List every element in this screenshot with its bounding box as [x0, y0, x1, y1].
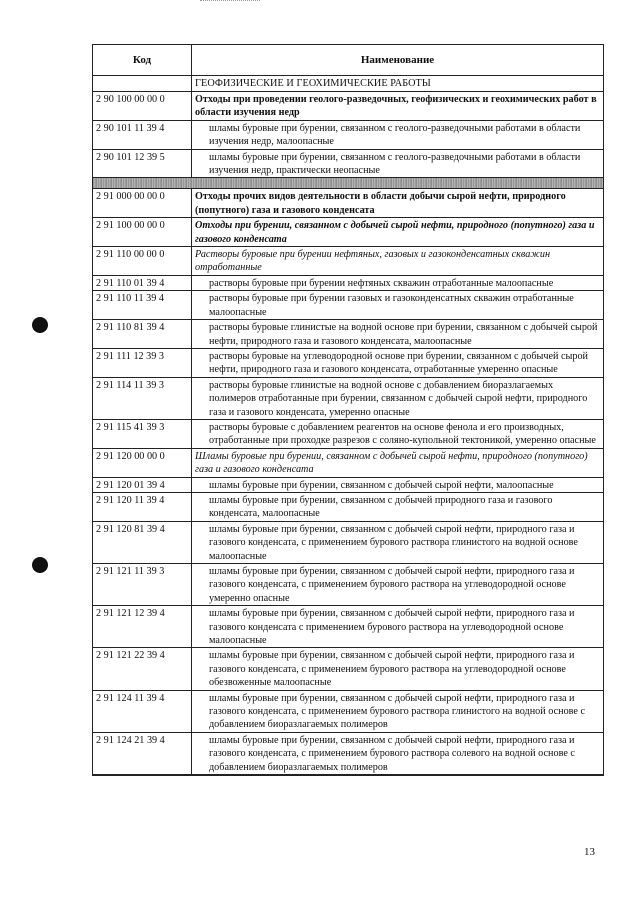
row-code: 2 91 111 12 39 3 [93, 349, 192, 377]
scan-artifact [200, 0, 260, 3]
row-code: 2 90 101 11 39 4 [93, 121, 192, 149]
section-title-code-cell [93, 76, 192, 91]
table-row [93, 378, 603, 420]
table-row [93, 493, 603, 522]
row-code: 2 91 100 00 00 0 [93, 218, 192, 246]
table-row [93, 247, 603, 276]
row-code: 2 91 120 00 00 0 [93, 449, 192, 477]
row-name: шламы буровые при бурении, связанном с добычей природного газа и газового конденсата, малоопасные [209, 494, 553, 520]
row-name: Отходы при бурении, связанном с добычей сырой нефти, природного (попутного) газа и газового конденсата [195, 220, 595, 245]
row-name: шламы буровые при бурении, связанном с добычей сырой нефти, малоопасные [209, 479, 554, 491]
row-code: 2 91 115 41 39 3 [93, 420, 192, 448]
row-name: шламы буровые при бурении, связанном с добычей сырой нефти, природного газа и газового конденсата, с применением бурового раствора на углеводородной основе обезвоженные малоопасные [209, 650, 575, 689]
name-column-header: Наименование [360, 54, 435, 66]
row-code: 2 91 120 01 39 4 [93, 478, 192, 492]
row-name: растворы буровые на углеводородной основе при бурении, связанном с добычей сырой нефти, природного газа и газового конденсата, отработанные умеренно опасные [209, 350, 589, 376]
row-name: растворы буровые с добавлением реагентов на основе фенола и его производных, отработанные при проходке разрезов с соляно-купольной тектоникой, умеренно опасные [209, 421, 596, 447]
punch-hole [32, 557, 48, 573]
row-name: шламы буровые при бурении, связанном с добычей сырой нефти, природного газа и газового конденсата, с применением бурового раствора на углеводородной основе умеренно опасные [209, 566, 575, 604]
table-row [93, 349, 603, 378]
table-row [93, 291, 603, 320]
table-row [93, 276, 603, 291]
row-name: Отходы при проведении геолого-разведочных, геофизических и геохимических работ в области изучения недр [195, 94, 597, 119]
row-name: Растворы буровые при бурении нефтяных, газовых и газоконденсатных скважин отработанные [195, 249, 550, 274]
table-row [93, 691, 603, 733]
table-row [93, 449, 603, 478]
table-row [93, 218, 603, 247]
row-code: 2 91 114 11 39 3 [93, 378, 192, 419]
table-row [93, 92, 603, 121]
table-row [93, 121, 603, 150]
shaded-divider [93, 178, 603, 189]
row-code: 2 91 124 11 39 4 [93, 691, 192, 732]
table-row [93, 189, 603, 218]
row-name: шламы буровые при бурении, связанном с добычей сырой нефти, природного газа и газового конденсата, с применением бурового раствора солевого на водной основе с добавлением биоразлагаемых полимеров [209, 734, 575, 773]
table-row [93, 150, 603, 179]
row-code: 2 91 000 00 00 0 [93, 189, 192, 217]
row-code: 2 91 120 11 39 4 [93, 493, 192, 521]
row-code: 2 91 121 22 39 4 [93, 648, 192, 689]
row-name: Шламы буровые при бурении, связанном с добычей сырой нефти, природного (попутного) газа и газового конденсата [195, 450, 588, 476]
row-name: растворы буровые при бурении нефтяных скважин отработанные малоопасные [209, 277, 554, 289]
table-row [93, 648, 603, 690]
code-column-header: Код [93, 45, 192, 75]
waste-classification-table [92, 44, 604, 776]
row-code: 2 90 100 00 00 0 [93, 92, 192, 120]
table-row [93, 564, 603, 606]
row-name: шламы буровые при бурении, связанном с добычей сырой нефти, природного газа и газового конденсата, с применением бурового раствора глинистого на водной основе малоопасные [209, 523, 578, 562]
row-name: растворы буровые при бурении газовых и газоконденсатных скважин отработанные малоопасные [209, 293, 574, 318]
table-row [93, 606, 603, 648]
row-name: шламы буровые при бурении, связанном с добычей сырой нефти, природного газа и газового конденсата, с применением бурового раствора глинистого на водной основе с добавлением биоразлагаемых полимеров [209, 692, 586, 731]
row-code: 2 91 110 11 39 4 [93, 291, 192, 319]
row-name: Отходы прочих видов деятельности в области добычи сырой нефти, природного (попутного) газа и газового конденсата [195, 191, 566, 216]
table-body-geophysics [93, 92, 603, 178]
table-row [93, 320, 603, 349]
table-body-oil-gas [93, 189, 603, 775]
row-code: 2 91 124 21 39 4 [93, 733, 192, 774]
row-code: 2 91 121 12 39 4 [93, 606, 192, 647]
section-title: ГЕОФИЗИЧЕСКИЕ И ГЕОХИМИЧЕСКИЕ РАБОТЫ [195, 78, 431, 89]
section-title-row [93, 76, 603, 92]
table-row [93, 522, 603, 564]
table-row [93, 420, 603, 449]
row-name: шламы буровые при бурении, связанном с добычей сырой нефти, природного газа и газового конденсата с применением бурового раствора на углеводородной основе малоопасные [209, 608, 575, 647]
table-row [93, 733, 603, 775]
table-row [93, 478, 603, 493]
row-code: 2 90 101 12 39 5 [93, 150, 192, 178]
row-name: шламы буровые при бурении, связанном с геолого-разведочными работами в области изучения недр, практически неопасные [209, 151, 581, 177]
row-name: растворы буровые глинистые на водной основе при бурении, связанном с добычей сырой нефти, природного газа и газового конденсата, малоопасные [209, 322, 598, 347]
row-code: 2 91 120 81 39 4 [93, 522, 192, 563]
row-code: 2 91 121 11 39 3 [93, 564, 192, 605]
punch-hole [32, 317, 48, 333]
row-code: 2 91 110 81 39 4 [93, 320, 192, 348]
row-code: 2 91 110 00 00 0 [93, 247, 192, 275]
row-code: 2 91 110 01 39 4 [93, 276, 192, 290]
row-name: растворы буровые глинистые на водной основе с добавлением биоразлагаемых полимеров отработанные при бурении, связанном с добычей сырой нефти, природного газа и газового конденсата, умеренно опасные [209, 379, 588, 418]
row-name: шламы буровые при бурении, связанном с геолого-разведочными работами в области изучения недр, малоопасные [209, 122, 581, 148]
page-number: 13 [584, 846, 595, 858]
table-header [93, 45, 603, 76]
